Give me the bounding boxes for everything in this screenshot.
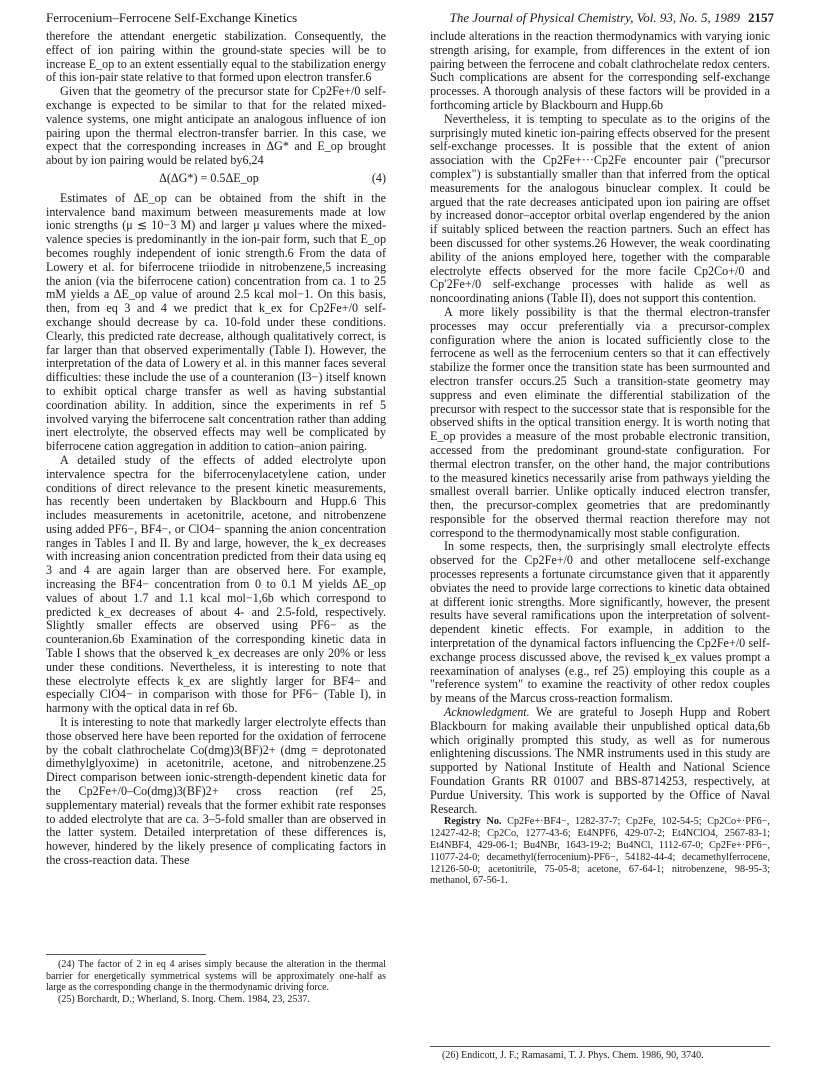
paragraph: In some respects, then, the surprisingly small electrolyte effects observed for the Cp2Fe+/0 and other metallocene self-exchange processes represents a fortunate circumstance given that it apparently obviates the need to provide large corrections to kinetic data obtained at different ionic strengths. More significantly, however, the present results have several ramifications upon the interpretation of solvent-dependent kinetic effects. For example, in addition to the interpretation of the dynamical factors influencing the Cp2Fe+/0 self-exchange process discussed above, the revised k_ex values prompt a reexamination of analyses (e.g., ref 25) employing this couple as a "reference system" to examine the reactivity of other redox couples by means of the Marcus cross-reaction formalism. — [430, 539, 770, 706]
footnote: (25) Borchardt, D.; Wherland, S. Inorg. Chem. 1984, 23, 2537. — [58, 993, 310, 1005]
equation-number: (4) — [371, 170, 386, 185]
footnotes-right — [430, 1046, 770, 1062]
paragraph: Nevertheless, it is tempting to speculate as to the origins of the surprisingly muted kinetic ion-pairing effects observed for the present self-exchange processes. It is possible that the extent of anion association with the Cp2Fe+···Cp2Fe encounter pair ("precursor complex") is substantially smaller than that inferred from the optical measurements for the analogous binuclear complex. It could be argued that the rate decreases anticipated upon ion pairing are offset by increased donor–acceptor orbital overlap engendered by the anion if suitably spliced between the reaction partners. Such an effect has been discussed for other systems.26 However, the weak coordinating ability of the anions employed here, together with the comparable electrolyte effects observed for the more facile Cp2Co+/0 and Cp′2Fe+/0 self-exchange processes with halide as well as noncoordinating anions (Table II), does not support this contention. — [430, 111, 770, 306]
paragraph: A detailed study of the effects of added electrolyte upon intervalence spectra for the biferrocenylacetylene cation, under conditions of direct relevance to the present kinetic measurements, has recently been undertaken by Blackbourn and Hupp.6 This includes measurements in acetonitrile, acetone, and nitrobenzene using added PF6−, BF4−, or ClO4− spanning the anion concentration ranges in Tables I and II. By and large, however, the k_ex decreases with increasing anion concentration predicted from their data using eq 3 and 4 are again larger than are observed here. For example, increasing the BF4− concentration from 0 to 0.1 M yields ΔE_op values of about 1.7 and 1.1 kcal mol−1,6b which correspond to predicted k_ex decreases of about 4- and 2.5-fold, respectively. Slightly smaller effects are observed using PF6− as the counteranion.6b Examination of the corresponding kinetic data in Table I shows that the observed k_ex decreases are only 20% or less under these conditions. Nevertheless, it is interesting to note that these electrolyte effects k_ex are slightly larger for BF4− and especially ClO4− in comparison with those for PF6− (Table I), in harmony with the optical data in ref 6b. — [46, 452, 386, 716]
running-header — [46, 10, 774, 28]
running-title: Ferrocenium–Ferrocene Self-Exchange Kinetics — [46, 10, 298, 25]
equation-4 — [46, 168, 386, 192]
paragraph: therefore the attendant energetic stabilization. Consequently, the effect of ion pairing within the ground-state species will be to increase E_op to an extent essentially equal to the stabilization energy of this ion-pair state relative to that formed upon electron transfer.6 — [46, 29, 386, 85]
acknowledgment-heading: Acknowledgment. — [444, 705, 530, 720]
journal-name: The Journal of Physical Chemistry, Vol. 93, No. 5, 1989 — [449, 10, 740, 25]
paragraph: include alterations in the reaction thermodynamics with varying ionic strength arising, for example, from differences in the extent of ion pairing between the ferrocene and cobalt clathrochelate redox centers. Such complications are absent for the corresponding self-exchange processes. A thorough analysis of these factors will be provided in a forthcoming article by Blackbourn and Hupp.6b — [430, 29, 770, 112]
paragraph: Estimates of ΔE_op can be obtained from the shift in the intervalence band maximum between measurements made at low ionic strengths (μ ≲ 10−3 M) and larger μ values where the mixed-valence species is predominantly in the ion-pair form, such that E_op becomes roughly independent of ionic strength.6 From the data of Lowery et al. for biferrocene triiodide in nitrobenzene,5 increasing the anion (via the biferrocene cation) concentration from ca. 1 to 25 mM yields a ΔE_op value of around 2.5 kcal mol−1. On this basis, then, from eq 3 and 4 we predict that k_ex for Cp2Fe+/0 self-exchange should decrease by ca. 10-fold under these conditions. Clearly, this predicted rate decrease, although qualitatively correct, is far larger than that observed experimentally (Table I). However, the interpretation of the data of Lowery et al. in this manner faces several difficulties: these include the use of a counteranion (I3−) itself known to exhibit optical charge transfer as well as having substantial coordination ability. In addition, since the experiments in ref 5 involved varying the biferrocene salt concentration rather than adding inert electrolyte, the observed effects may well be complicated by biferrocene cation aggregation in addition to cation–anion pairing. — [46, 190, 386, 454]
equation-expression: Δ(ΔG*) = 0.5ΔE_op — [159, 170, 259, 185]
paragraph: It is interesting to note that markedly larger electrolyte effects than those observed here have been reported for the oxidation of ferrocene by the cobalt clathrochelate Co(dmg)3(BF)2+ (dmg = deprotonated dimethylglyoxime) in acetonitrile, acetone, and nitrobenzene.25 Direct comparison between ionic-strength-dependent kinetic data for the Cp2Fe+/0–Co(dmg)3(BF)2+ cross reaction (ref 25, supplementary material) reveals that the former exhibit rate responses to added electrolyte that are ca. 3–5-fold smaller than are observed in the latter system. Detailed interpretation of these differences is, however, hindered by the likely presence of complicating factors in the cross-reaction data. These — [46, 715, 386, 868]
left-column — [46, 30, 386, 868]
footnotes-left — [46, 954, 386, 1005]
footnote-rule — [46, 954, 206, 955]
registry-text: Cp2Fe+·BF4−, 1282-37-7; Cp2Fe, 102-54-5; Cp2Co+·PF6−, 12427-42-8; Cp2Co, 1277-43-6; Et4NPF6, 429-07-2; Et4NClO4, 2567-83-1; Et4NBF4, 429-06-1; Bu4NBr, 1643-19-2; Bu4NCl, 1112-67-0; Cp2Fe+·PF6−, 11077-24-0; decamethyl(ferrocenium)-PF6−, 54182-44-4; decamethylferrocene, 12126-50-0; acetonitrile, 75-05-8; acetone, 67-64-1; nitrobenzene, 98-95-3; methanol, 67-56-1. — [430, 816, 770, 887]
journal-citation — [450, 10, 774, 26]
page-number: 2157 — [748, 10, 774, 25]
right-column — [430, 30, 770, 887]
registry-heading: Registry No. — [444, 816, 502, 828]
acknowledgment — [430, 706, 770, 816]
paragraph: A more likely possibility is that the thermal electron-transfer processes may occur preferentially via a precursor-complex configuration where the anion is located sufficiently close to the ferrocene as well as the ferrocenium centers so that it can effectively stabilize the former once the transition state has been surmounted and electron transfer occurs.25 Such a transition-state geometry may suppress and even eliminate the differential stabilization of the precursor with respect to the successor state that is responsible for the observed shifts in the optical transition energy. It is worth noting that E_op provides a measure of the most probable electronic transition, accessed from the predominant ground-state configuration. For thermal electron transfer, on the other hand, the major contributions to the measured kinetics necessarily arise from pathways yielding the smallest overall barrier. Unlike optically induced electron transfer, then, the precursor-complex geometries that are predominantly responsible for the observed thermal reaction therefore may not correspond to the thermodynamically most stable configuration. — [430, 304, 770, 540]
paragraph: Given that the geometry of the precursor state for Cp2Fe+/0 self-exchange is expected to be similar to that for the related mixed-valence systems, one might anticipate an analogous influence of ion pairing upon the thermal electron-transfer barrier. In this case, we expect that the corresponding increases in ΔG* and E_op brought about by ion pairing would be related by6,24 — [46, 84, 386, 168]
acknowledgment-text: We are grateful to Joseph Hupp and Robert Blackbourn for making available their unpublished optical data,6b which originally prompted this study, as well as for numerous enlightening discussions. The NMR instruments used in this study are supported by National Institute of Health and National Science Foundation Grants RR 01007 and BBS-8714253, respectively, at Purdue University. This work is supported by the Office of Naval Research. — [430, 705, 770, 816]
footnote: (26) Endicott, J. F.; Ramasami, T. J. Phys. Chem. 1986, 90, 3740. — [430, 1046, 770, 1062]
registry-numbers — [430, 816, 770, 887]
footnote: (24) The factor of 2 in eq 4 arises simply because the alteration in the thermal barrier for energetically symmetrical systems will be approximately one-half as large as the corresponding change in the thermodynamic driving force. — [46, 959, 386, 993]
